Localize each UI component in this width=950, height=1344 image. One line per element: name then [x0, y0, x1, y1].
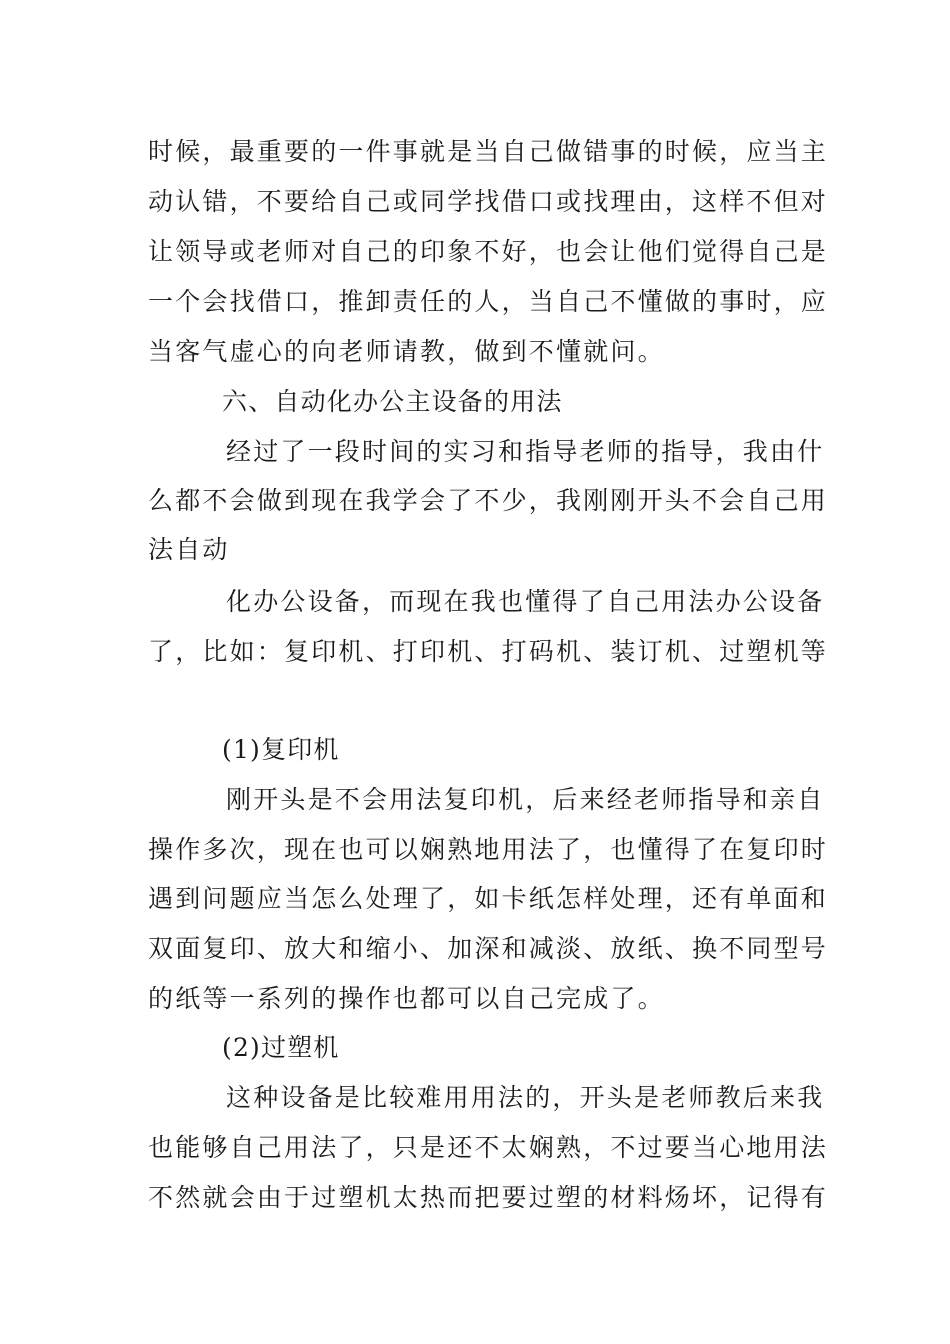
- body-text-line: 化办公设备，而现在我也懂得了自己用法办公设备: [226, 587, 825, 616]
- body-text-line: 也能够自己用法了，只是还不太娴熟，不过要当心地用法: [148, 1133, 829, 1162]
- subsection-heading: (1)复印机: [222, 735, 340, 764]
- body-text-line: 双面复印、放大和缩小、加深和减淡、放纸、换不同型号: [148, 934, 829, 963]
- body-text-line: 这种设备是比较难用用法的，开头是老师教后来我: [226, 1083, 825, 1112]
- body-text-line: 不然就会由于过塑机太热而把要过塑的材料炀坏，记得有: [148, 1183, 829, 1212]
- body-text-line: 当客气虚心的向老师请教，做到不懂就问。: [148, 337, 665, 366]
- body-text-line: 操作多次，现在也可以娴熟地用法了，也懂得了在复印时: [148, 835, 829, 864]
- body-text-line: 时候，最重要的一件事就是当自己做错事的时候，应当主: [148, 137, 829, 166]
- body-text-line: 让领导或老师对自己的印象不好，也会让他们觉得自己是: [148, 237, 829, 266]
- subsection-heading: (2)过塑机: [222, 1033, 340, 1062]
- body-text-line: 遇到问题应当怎么处理了，如卡纸怎样处理，还有单面和: [148, 884, 829, 913]
- body-text-line: 刚开头是不会用法复印机，后来经老师指导和亲自: [226, 785, 825, 814]
- body-text-line: 的纸等一系列的操作也都可以自己完成了。: [148, 984, 665, 1013]
- body-text-line: 动认错，不要给自己或同学找借口或找理由，这样不但对: [148, 187, 829, 216]
- section-heading: 六、自动化办公主设备的用法: [222, 387, 563, 416]
- body-text-line: 经过了一段时间的实习和指导老师的指导，我由什: [226, 437, 825, 466]
- body-text-line: 法自动: [148, 535, 230, 564]
- body-text-line: 一个会找借口，推卸责任的人，当自己不懂做的事时，应: [148, 287, 829, 316]
- body-text-line: 么都不会做到现在我学会了不少，我刚刚开头不会自己用: [148, 486, 829, 515]
- body-text-line: 了，比如：复印机、打印机、打码机、装订机、过塑机等: [148, 637, 829, 666]
